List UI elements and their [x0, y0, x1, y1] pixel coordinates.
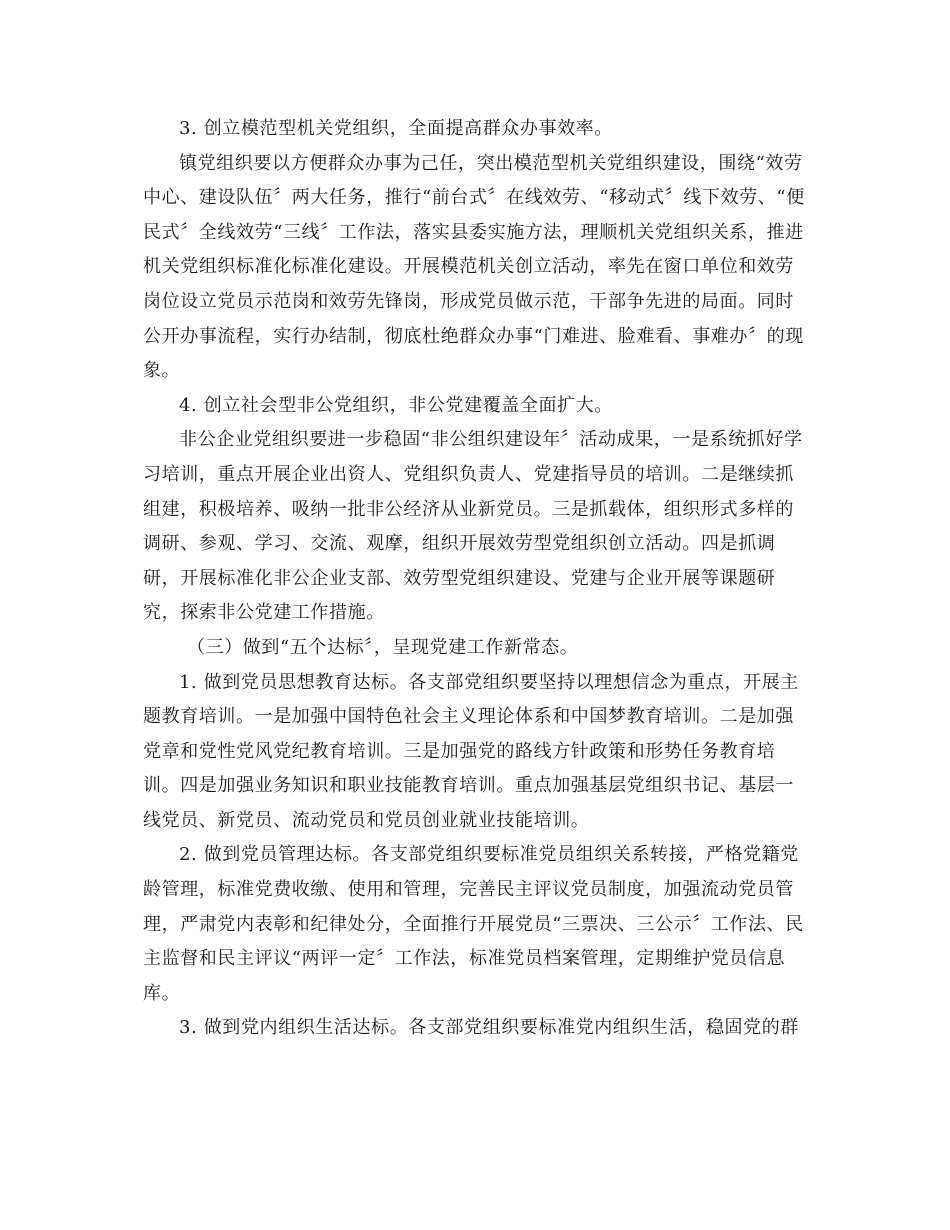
text-line: 1. 做到党员思想教育达标。各支部党组织要坚持以理想信念为重点，开展主 — [179, 671, 799, 693]
text-line: 线党员、新党员、流动党员和党员创业就业技能培训。 — [143, 809, 590, 831]
text-line: 机关党组织标准化标准化建设。开展模范机关创立活动，率先在窗口单位和效劳 — [143, 256, 794, 278]
paragraph-heading-3 — [143, 112, 803, 147]
text-line: 镇党组织要以方便群众办事为己任，突出模范型机关党组织建设，围绕“效劳 — [179, 152, 803, 174]
document-body — [143, 112, 803, 1046]
text-line: 象。 — [143, 360, 181, 382]
text-line: 理，严肃党内表彰和纪律处分，全面推行开展党员“三票决、三公示〞工作法、民 — [143, 913, 804, 935]
text-line: 民式〞全线效劳“三线〞工作法，落实县委实施方法，理顺机关党组织关系，推进 — [143, 221, 804, 243]
text-line: 习培训，重点开展企业出资人、党组织负责人、党建指导员的培训。二是继续抓 — [143, 463, 794, 485]
text-line: 2. 做到党员管理达标。各支部党组织要标准党员组织关系转接，严格党籍党 — [179, 844, 799, 866]
text-line: 3. 创立模范型机关党组织，全面提高群众办事效率。 — [179, 118, 613, 139]
text-line: 4. 创立社会型非公党组织，非公党建覆盖全面扩大。 — [179, 394, 613, 416]
section-heading-three — [143, 631, 803, 666]
text-line: 党章和党性党风党纪教育培训。三是加强党的路线方针政策和形势任务教育培 — [143, 740, 776, 762]
text-line: 主监督和民主评议“两评一定〞工作法，标准党员档案管理，定期维护党员信息 — [143, 948, 786, 970]
text-line: 题教育培训。一是加强中国特色社会主义理论体系和中国梦教育培训。二是加强 — [143, 706, 794, 728]
text-line: 龄管理，标准党费收缴、使用和管理，完善民主评议党员制度，加强流动党员管 — [143, 879, 794, 901]
paragraph-ideology-education — [143, 666, 803, 839]
paragraph-heading-4 — [143, 389, 803, 424]
text-line: 非公企业党组织要进一步稳固“非公组织建设年〞活动成果，一是系统抓好学 — [179, 429, 803, 451]
text-line: 岗位设立党员示范岗和效劳先锋岗，形成党员做示范，干部争先进的局面。同时 — [143, 290, 794, 312]
text-line: 中心、建设队伍〞两大任务，推行“前台式〞在线效劳、“移动式〞线下效劳、“便 — [143, 187, 805, 209]
paragraph-non-public-party — [143, 423, 803, 631]
text-line: 究，探索非公党建工作措施。 — [143, 602, 385, 624]
text-line: 3. 做到党内组织生活达标。各支部党组织要标准党内组织生活，稳固党的群 — [179, 1017, 799, 1039]
text-line: 训。四是加强业务知识和职业技能教育培训。重点加强基层党组织书记、基层一 — [143, 775, 794, 797]
text-line: 研，开展标准化非公企业支部、效劳型党组织建设、党建与企业开展等课题研 — [143, 567, 776, 589]
paragraph-organization-life — [143, 1011, 803, 1046]
text-line: （三）做到“五个达标〞，呈现党建工作新常态。 — [187, 636, 579, 658]
text-line: 库。 — [143, 982, 181, 1004]
text-line: 公开办事流程，实行办结制，彻底杜绝群众办事“门难进、脸难看、事难办〞的现 — [143, 325, 804, 347]
paragraph-model-organization — [143, 147, 803, 389]
text-line: 组建，积极培养、吸纳一批非公经济从业新党员。三是抓载体，组织形式多样的 — [143, 498, 794, 520]
text-line: 调研、参观、学习、交流、观摩，组织开展效劳型党组织创立活动。四是抓调 — [143, 533, 776, 555]
paragraph-member-management — [143, 838, 803, 1011]
